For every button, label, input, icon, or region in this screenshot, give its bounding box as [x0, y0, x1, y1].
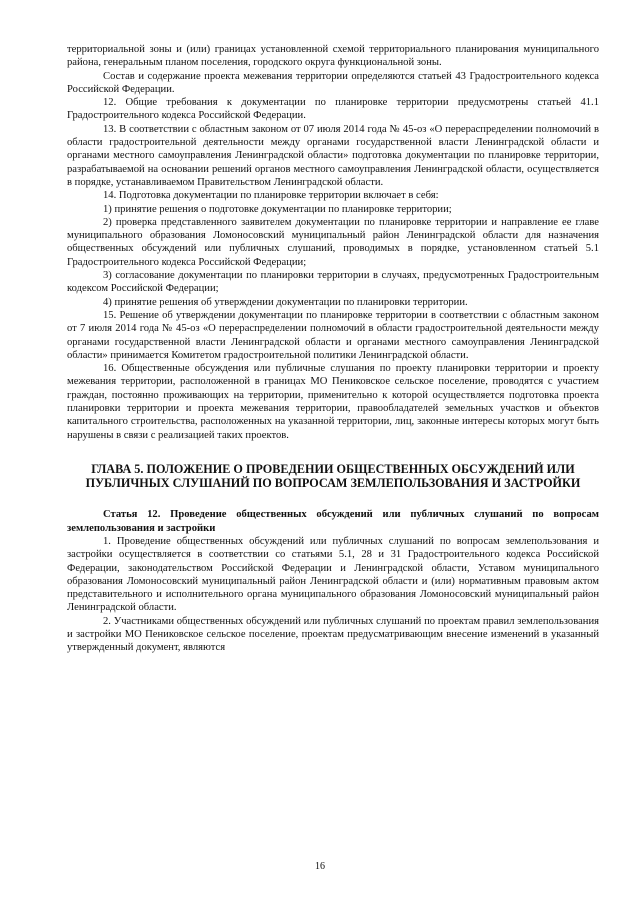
article-heading: Статья 12. Проведение общественных обсуждений или публичных слушаний по вопросам землепользования и застройки [67, 509, 599, 534]
paragraph-16: 16. Общественные обсуждения или публичные слушания по проекту планировки территории и проекту межевания территории, расположенной в границах МО Пениковское сельское поселение, проводятся с участием граждан, постоянно проживающих на территории, применительно к которой осуществляется подготовка проекта планировки территории и проекта межевания территории, правообладателей земельных участков и объектов капитального строительства, расположенных на указанной территории, лиц, законные интересы которых могут быть нарушены в связи с реализацией таких проектов. [67, 363, 599, 441]
paragraph-zone-boundaries: территориальной зоны и (или) границах установленной схемой территориального планирования муниципального района, генеральным планом поселения, городского округа функциональной зоны. [67, 44, 599, 69]
list-item-2: 2) проверка представленного заявителем документации по планировке территории и направление ее главе муниципального образования Ломоносовский муниципальный район Ленинградской области для назначения общественных обсуждений или публичных слушаний, проводимых в порядке, установленном статьей 5.1 Градостроительного кодекса Российской Федерации; [67, 216, 599, 268]
article-paragraph-2: 2. Участниками общественных обсуждений или публичных слушаний по проектам правил землепользования и застройки МО Пениковское сельское поселение, проектам предусматривающим внесение изменений в указанный утвержденный документ, являются [67, 615, 599, 654]
list-item-3: 3) согласование документации по планировки территории в случаях, предусмотренных Градостроительным кодексом Российской Федерации; [67, 270, 599, 295]
list-item-1: 1) принятие решения о подготовке документации по планировке территории; [103, 203, 452, 215]
paragraph-14: 14. Подготовка документации по планировке территории включает в себя: [103, 190, 439, 202]
list-item-4: 4) принятие решения об утверждении документации по планировки территории. [103, 296, 468, 308]
paragraph-12: 12. Общие требования к документации по планировке территории предусмотрены статьей 41.1 Градостроительного кодекса Российской Федерации. [67, 97, 599, 122]
chapter-heading: ГЛАВА 5. ПОЛОЖЕНИЕ О ПРОВЕДЕНИИ ОБЩЕСТВЕННЫХ ОБСУЖДЕНИЙ ИЛИ ПУБЛИЧНЫХ СЛУШАНИЙ ПО ВОПРОСАМ ЗЕМЛЕПОЛЬЗОВАНИЯ И ЗАСТРОЙКИ [85, 461, 581, 491]
paragraph-survey-project-content: Состав и содержание проекта межевания территории определяются статьей 43 Градостроительного кодекса Российской Федерации. [67, 70, 599, 95]
paragraph-13: 13. В соответствии с областным законом от 07 июля 2014 года № 45-оз «О перераспределении полномочий в области градостроительной деятельности между органами государственной власти Ленинградской области и органами местного самоуправления Ленинградской области» подготовка документации по планировке территории, разрабатываемой на основании решений органов местного самоуправления Ленинградской области, осуществляется в порядке, устанавливаемом Правительством Ленинградской области. [67, 123, 599, 188]
page-number: 16 [315, 861, 325, 872]
paragraph-15: 15. Решение об утверждении документации по планировке территории в соответствии с областным законом от 7 июля 2014 года № 45-оз «О перераспределении полномочий в области градостроительной деятельности между органами государственной власти Ленинградской области и органами местного самоуправления Ленинградской области» принимается Комитетом градостроительной политики Ленинградской области. [67, 309, 599, 361]
article-paragraph-1: 1. Проведение общественных обсуждений или публичных слушаний по вопросам землепользования и застройки осуществляется в соответствии со статьями 5.1, 28 и 31 Градостроительного кодекса Российской Федерации, законодательством Российской Федерации и Ленинградской области, Уставом муниципального образования Ломоносовский муниципальный район Ленинградской области и (или) нормативным правовым актом представительного и исполнительного органа муниципального образования Ломоносовский муниципальный район Ленинградской области. [67, 535, 599, 614]
